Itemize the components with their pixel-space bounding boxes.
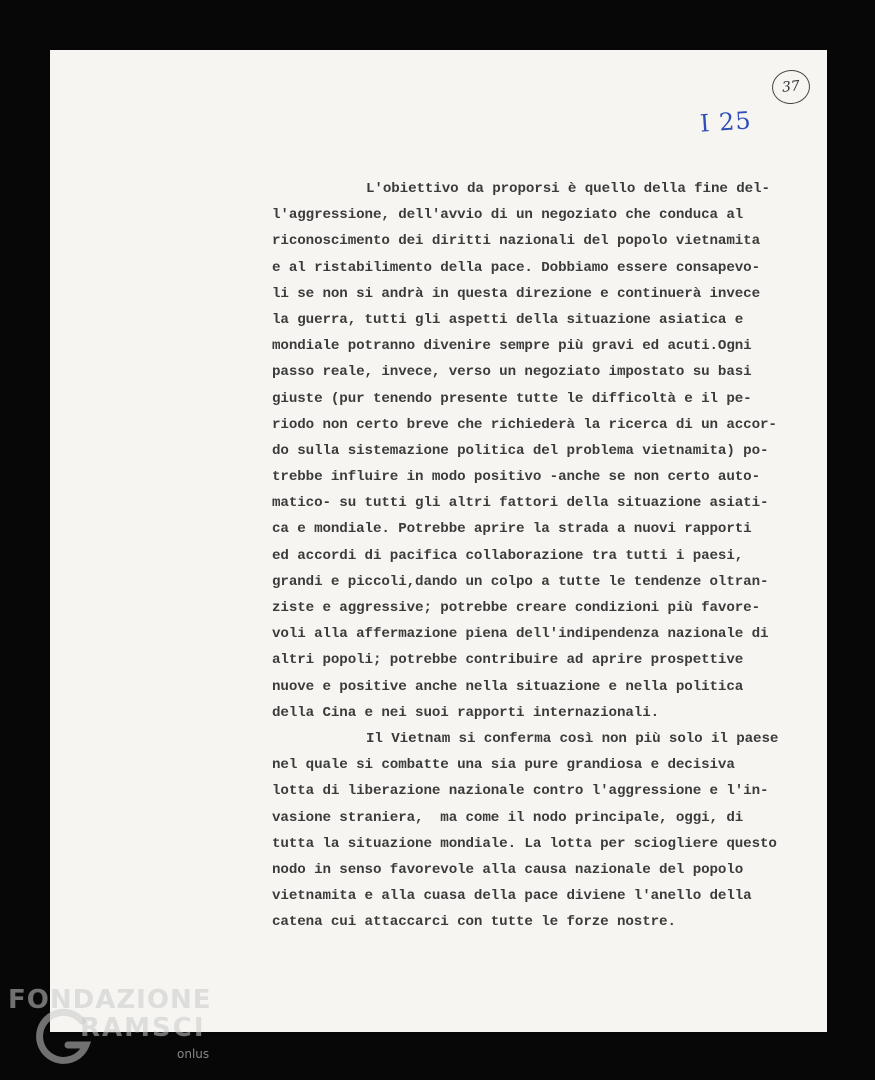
- text-line: della Cina e nei suoi rapporti internazionali.: [272, 704, 660, 721]
- archive-code: I 25: [699, 106, 753, 138]
- text-line: L'obiettivo da proporsi è quello della fine del-: [366, 181, 770, 197]
- text-line: riodo non certo breve che richiederà la ricerca di un accor-: [272, 416, 777, 433]
- text-line: l'aggressione, dell'avvio di un negoziato che conduca al: [272, 207, 744, 224]
- text-line: lotta di liberazione nazionale contro l'aggressione e l'in-: [272, 783, 769, 800]
- text-line: nel quale si combatte una sia pure grandiosa e decisiva: [272, 757, 735, 774]
- text-line: vasione straniera, ma come il nodo principale, oggi, di: [272, 809, 744, 826]
- text-line: ed accordi di pacifica collaborazione tra tutti i paesi,: [272, 547, 744, 564]
- text-line: grandi e piccoli,dando un colpo a tutte le tendenze oltran-: [272, 573, 769, 590]
- text-line: e al ristabilimento della pace. Dobbiamo essere consapevo-: [272, 259, 761, 276]
- text-line: li se non si andrà in questa direzione e continuerà invece: [272, 285, 761, 302]
- text-line: la guerra, tutti gli aspetti della situazione asiatica e: [272, 311, 744, 328]
- text-line: matico- su tutti gli altri fattori della situazione asiati-: [272, 495, 769, 512]
- watermark-line2: RAMSCI: [80, 1013, 206, 1043]
- text-line: trebbe influire in modo positivo -anche se non certo auto-: [272, 469, 761, 486]
- text-line: voli alla affermazione piena dell'indipendenza nazionale di: [272, 626, 769, 643]
- text-line: riconoscimento dei diritti nazionali del popolo vietnamita: [272, 233, 761, 250]
- text-line: nuove e positive anche nella situazione e nella politica: [272, 678, 744, 695]
- text-line: Il Vietnam si conferma così non più solo il paese: [366, 730, 779, 747]
- watermark-sub: onlus: [177, 1047, 210, 1061]
- fondazione-gramsci-watermark: [8, 985, 228, 1080]
- text-line: catena cui attaccarci con tutte le forze nostre.: [272, 914, 676, 931]
- text-line: passo reale, invece, verso un negoziato impostato su basi: [272, 364, 752, 381]
- text-line: giuste (pur tenendo presente tutte le difficoltà e il pe-: [272, 390, 752, 407]
- page-number: 37: [781, 78, 801, 96]
- text-line: vietnamita e alla cuasa della pace diviene l'anello della: [272, 888, 752, 905]
- text-line: do sulla sistemazione politica del problema vietnamita) po-: [272, 442, 769, 459]
- text-line: nodo in senso favorevole alla causa nazionale del popolo: [272, 861, 744, 878]
- text-line: ziste e aggressive; potrebbe creare condizioni più favore-: [272, 600, 761, 616]
- text-line: ca e mondiale. Potrebbe aprire la strada a nuovi rapporti: [272, 521, 752, 538]
- text-line: mondiale potranno divenire sempre più gravi ed acuti.Ogni: [272, 338, 752, 355]
- typed-text-body: [272, 176, 832, 935]
- text-line: altri popoli; potrebbe contribuire ad aprire prospettive: [272, 652, 744, 669]
- text-line: tutta la situazione mondiale. La lotta per sciogliere questo: [272, 835, 777, 852]
- watermark-line1: FONDAZIONE: [8, 985, 212, 1015]
